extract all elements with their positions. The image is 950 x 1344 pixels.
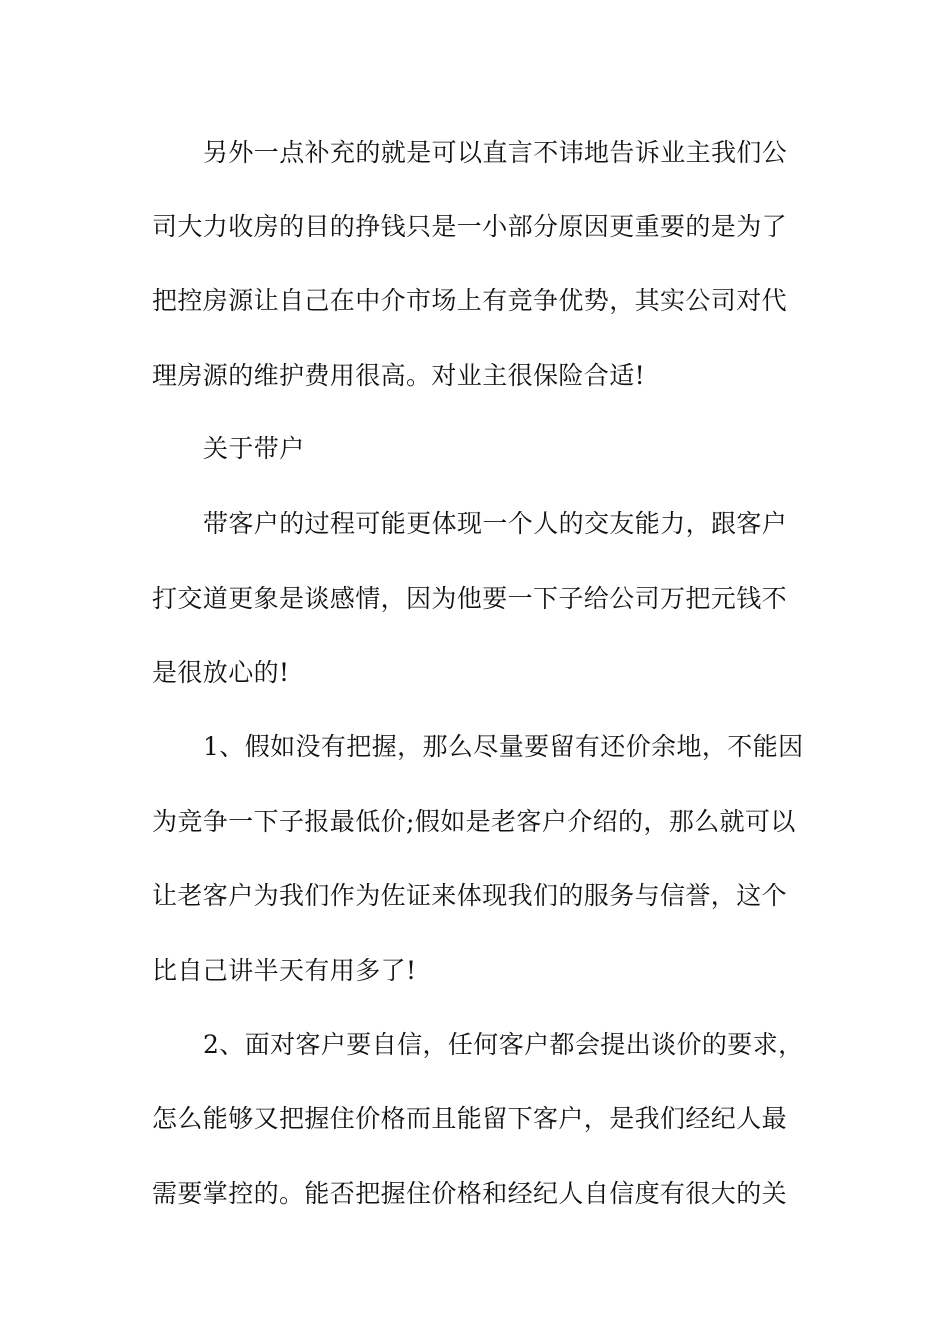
- paragraph-line: 把控房源让自己在中介市场上有竞争优势，其实公司对代: [152, 286, 788, 315]
- paragraph-line: 另外一点补充的就是可以直言不讳地告诉业主我们公: [203, 138, 788, 167]
- list-item-line: 让老客户为我们作为佐证来体现我们的服务与信誉，这个: [152, 881, 788, 910]
- list-item-line: 为竞争一下子报最低价;假如是老客户介绍的，那么就可以: [152, 807, 796, 836]
- paragraph-line: 司大力收房的目的挣钱只是一小部分原因更重要的是为了: [152, 212, 788, 241]
- paragraph-line: 带客户的过程可能更体现一个人的交友能力，跟客户: [203, 509, 788, 538]
- section-heading: 关于带户: [203, 434, 305, 463]
- paragraph-line: 打交道更象是谈感情，因为他要一下子给公司万把元钱不: [152, 584, 788, 613]
- list-item-line: 比自己讲半天有用多了!: [152, 956, 417, 985]
- list-item-line: 2、面对客户要自信，任何客户都会提出谈价的要求，: [203, 1030, 804, 1059]
- list-item-line: 怎么能够又把握住价格而且能留下客户，是我们经纪人最: [152, 1104, 788, 1133]
- list-item-line: 1、假如没有把握，那么尽量要留有还价余地，不能因: [203, 732, 804, 761]
- list-item-line: 需要掌控的。能否把握住价格和经纪人自信度有很大的关: [152, 1179, 788, 1208]
- paragraph-line: 理房源的维护费用很高。对业主很保险合适!: [152, 361, 646, 390]
- paragraph-line: 是很放心的!: [152, 658, 290, 687]
